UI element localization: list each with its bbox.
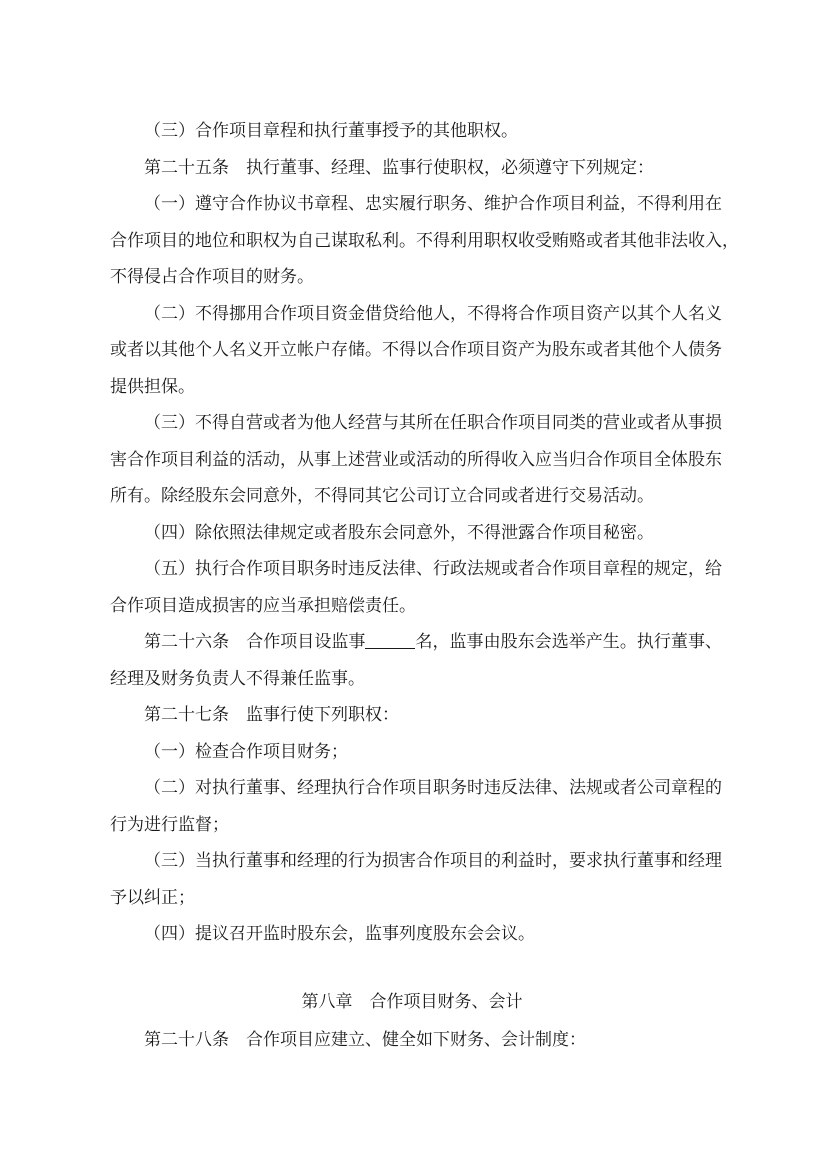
paragraph-line: （二）不得挪用合作项目资金借贷给他人，不得将合作项目资产以其个人名义	[144, 303, 722, 324]
paragraph	[110, 515, 722, 552]
chapter-heading: 第八章 合作项目财务、会计	[301, 991, 523, 1012]
paragraph-line: （一）检查合作项目财务；	[144, 741, 348, 762]
paragraph-line: （四）提议召开监时股东会，监事列度股东会会议。	[144, 924, 535, 944]
paragraph	[110, 113, 722, 150]
fill-in-blank	[365, 631, 415, 649]
paragraph-line: 经理及财务负责人不得兼任监事。	[110, 668, 365, 689]
paragraph-line: （一）遵守合作协议书章程、忠实履行职务、维护合作项目利益，不得利用在	[144, 194, 722, 214]
paragraph-line: 合作项目造成损害的应当承担赔偿责任。	[110, 595, 416, 616]
article-26	[110, 624, 722, 697]
paragraph	[110, 150, 722, 187]
paragraph-line: 不得侵占合作项目的财务。	[110, 267, 314, 287]
document-body	[110, 113, 739, 1059]
paragraph	[110, 296, 722, 406]
paragraph-line: 予以纠正；	[110, 887, 195, 908]
paragraph	[110, 734, 722, 771]
paragraph-line: 或者以其他个人名义开立帐户存储。不得以合作项目资产为股东或者其他个人债务	[110, 340, 722, 360]
paragraph-line: 第二十七条 监事行使下列职权：	[144, 705, 399, 725]
paragraph-line: （三）合作项目章程和执行董事授予的其他职权。	[144, 121, 518, 141]
paragraph	[110, 916, 722, 953]
paragraph-line: （五）执行合作项目职务时违反法律、行政法规或者合作项目章程的规定，给	[144, 559, 722, 579]
paragraph-line: 合作项目的地位和职权为自己谋取私利。不得利用职权收受贿赂或者其他非法收入，	[110, 230, 739, 251]
paragraph-line: 行为进行监督；	[110, 814, 229, 835]
paragraph	[110, 770, 722, 843]
paragraph-line: 所有。除经股东会同意外，不得同其它公司订立合同或者进行交易活动。	[110, 486, 654, 506]
paragraph-line: （三）当执行董事和经理的行为损害合作项目的利益时，要求执行董事和经理	[144, 851, 722, 871]
paragraph	[110, 697, 722, 734]
paragraph	[110, 843, 722, 916]
paragraph-line: （三）不得自营或者为他人经营与其所在任职合作项目同类的营业或者从事损	[144, 413, 722, 433]
article-28: 第二十八条 合作项目应建立、健全如下财务、会计制度：	[144, 1030, 586, 1050]
paragraph-line: 害合作项目利益的活动，从事上述营业或活动的所得收入应当归合作项目全体股东	[110, 449, 722, 470]
paragraph-line: 提供担保。	[110, 376, 195, 397]
paragraph-line: 第二十六条 合作项目设监事 名，监事由股东会选举产生。执行董事、	[144, 632, 723, 652]
paragraph	[110, 186, 739, 296]
paragraph-line: （二）对执行董事、经理执行合作项目职务时违反法律、法规或者公司章程的	[144, 778, 722, 798]
paragraph-line: （四）除依照法律规定或者股东会同意外，不得泄露合作项目秘密。	[144, 522, 654, 543]
paragraph-line: 第二十五条 执行董事、经理、监事行使职权，必须遵守下列规定：	[144, 157, 654, 178]
paragraph	[110, 405, 722, 515]
paragraph	[110, 551, 722, 624]
